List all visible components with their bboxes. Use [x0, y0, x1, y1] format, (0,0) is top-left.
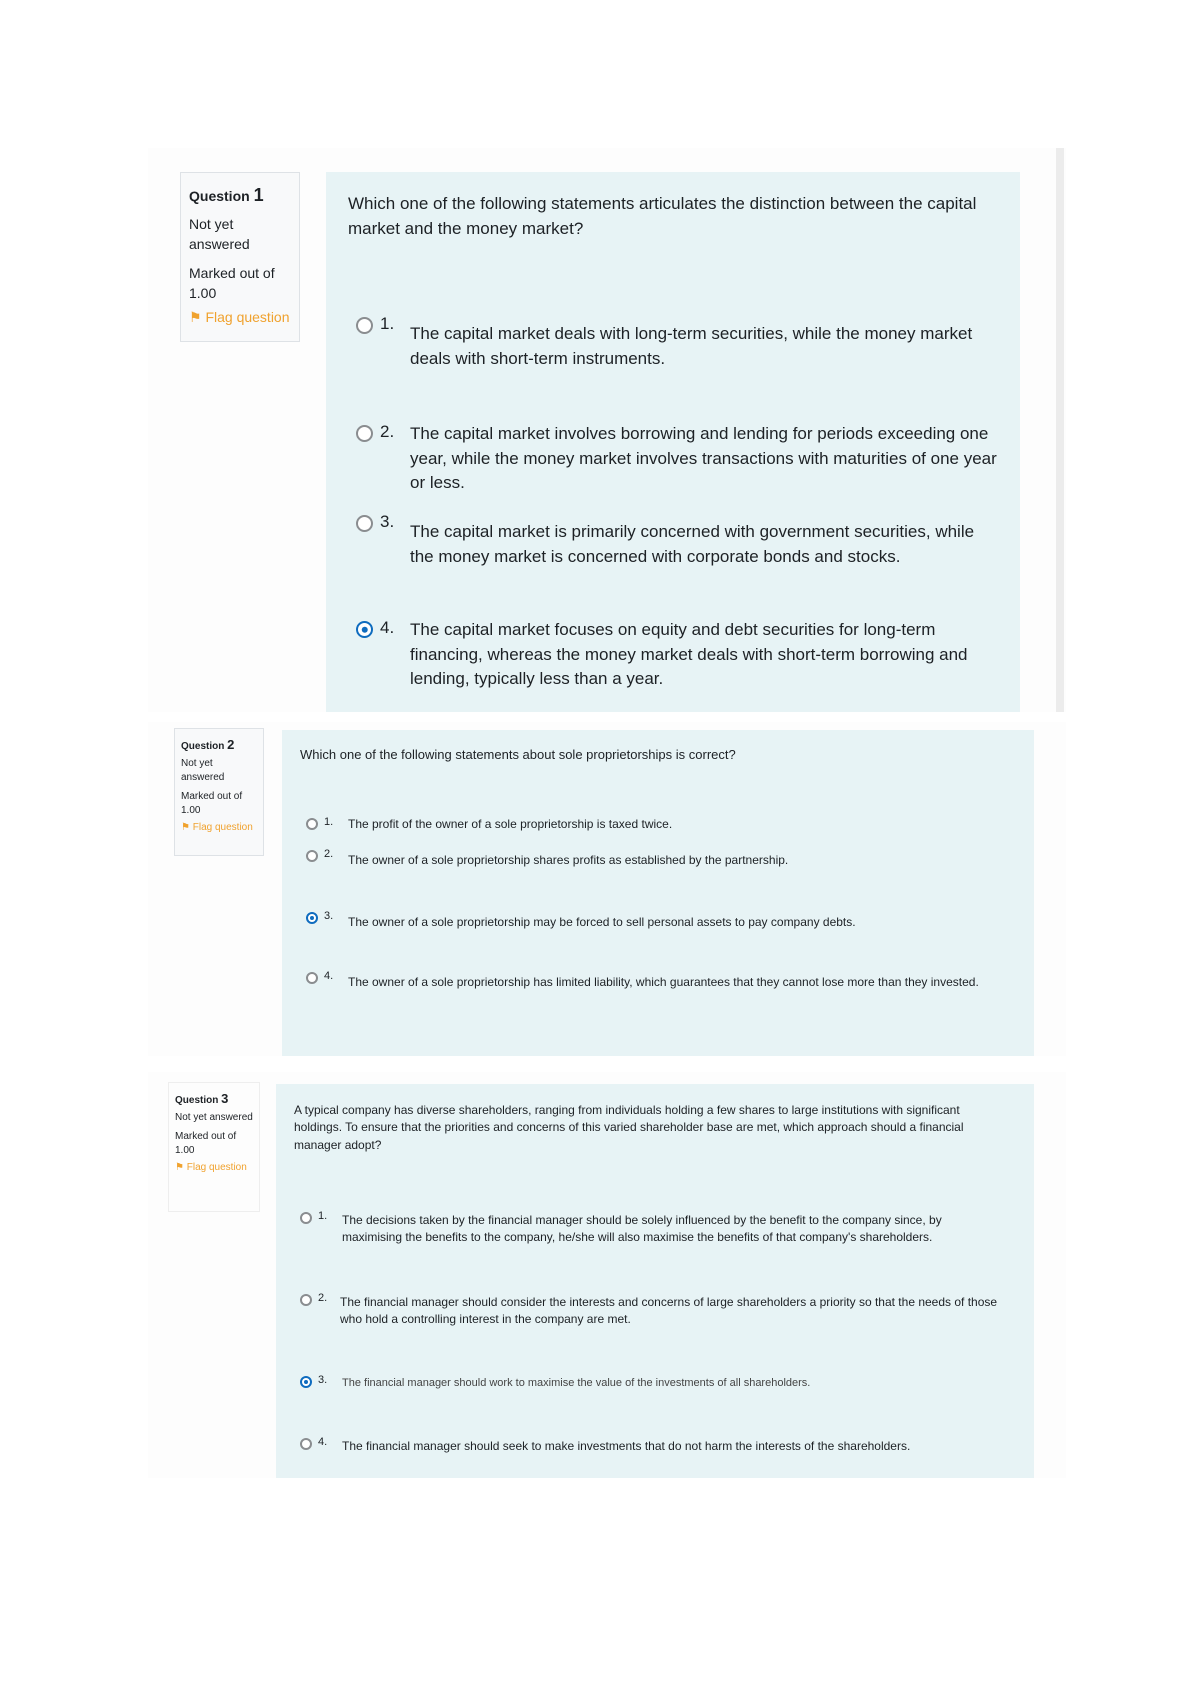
- question-2-status: Not yet answered: [181, 758, 225, 783]
- question-2-text: Which one of the following statements about sole proprietorships is correct?: [300, 747, 736, 762]
- radio-icon[interactable]: [306, 972, 318, 984]
- radio-icon[interactable]: [306, 818, 318, 830]
- question-3-marked: Marked out of 1.00: [175, 1131, 237, 1156]
- q2-option-3[interactable]: 3. The owner of a sole proprietorship may be forced to sell personal assets to pay company debts.: [306, 910, 1016, 934]
- radio-icon[interactable]: [306, 850, 318, 862]
- scrollbar[interactable]: [1056, 148, 1064, 712]
- question-2-panel: [282, 730, 1034, 1056]
- question-2-marked: Marked out of 1.00: [181, 791, 243, 816]
- question-2-title: Question 2: [181, 737, 235, 752]
- q3-option-3[interactable]: 3. The financial manager should work to maximise the value of the investments of all shareholders.: [300, 1374, 1020, 1398]
- q1-option-4[interactable]: 4. The capital market focuses on equity and debt securities for long-term financing, whereas the money market deals with short-term borrowing and lending, typically less than a year.: [356, 618, 996, 698]
- radio-icon[interactable]: [300, 1294, 312, 1306]
- q3-option-4[interactable]: 4. The financial manager should seek to make investments that do not harm the interests of the shareholders.: [300, 1436, 1020, 1460]
- q2-option-4[interactable]: 4. The owner of a sole proprietorship has limited liability, which guarantees that they cannot lose more than they invested.: [306, 970, 1016, 1014]
- question-2-info: [174, 728, 264, 856]
- question-1-text: Which one of the following statements articulates the distinction between the capital market and the money market?: [348, 194, 977, 238]
- radio-icon[interactable]: [300, 1438, 312, 1450]
- question-3-title: Question 3: [175, 1091, 229, 1106]
- question-3-info: [168, 1082, 260, 1212]
- question-1-panel: [326, 172, 1020, 712]
- radio-icon[interactable]: [300, 1376, 312, 1388]
- question-3-screenshot: [148, 1072, 1066, 1478]
- question-2-screenshot: [148, 722, 1066, 1056]
- question-3-text: A typical company has diverse shareholders, ranging from individuals holding a few shares to large institutions with significant holdings. To ensure that the priorities and concerns of this varied shareholder base are met, which approach should a financial manager adopt?: [294, 1103, 964, 1152]
- question-1-marked: Marked out of 1.00: [189, 264, 275, 301]
- radio-icon[interactable]: [356, 425, 373, 442]
- question-3-flag[interactable]: ⚑ Flag question: [175, 1162, 247, 1173]
- question-1-title: Question 1: [189, 185, 264, 205]
- question-1-info: [180, 172, 300, 342]
- q1-option-3[interactable]: 3. The capital market is primarily concerned with government securities, while the money market is concerned with corporate bonds and stocks.: [356, 512, 996, 572]
- radio-icon[interactable]: [356, 317, 373, 334]
- question-3-panel: [276, 1084, 1034, 1478]
- question-1-screenshot: [148, 148, 1066, 712]
- q3-option-2[interactable]: 2. The financial manager should consider the interests and concerns of large shareholders a priority so that the needs of those who hold a controlling interest in the company are met.: [300, 1292, 1020, 1336]
- question-2-flag[interactable]: ⚑ Flag question: [181, 822, 253, 833]
- radio-icon[interactable]: [300, 1212, 312, 1224]
- flag-icon: ⚑: [189, 309, 202, 326]
- question-1-status: Not yet answered: [189, 216, 250, 253]
- question-3-status: Not yet answered: [175, 1112, 253, 1123]
- q2-option-1[interactable]: 1. The profit of the owner of a sole proprietorship is taxed twice.: [306, 816, 1016, 840]
- radio-icon[interactable]: [356, 621, 373, 638]
- q1-option-1[interactable]: 1. The capital market deals with long-term securities, while the money market deals with short-term instruments.: [356, 314, 996, 374]
- radio-icon[interactable]: [356, 515, 373, 532]
- q2-option-2[interactable]: 2. The owner of a sole proprietorship shares profits as established by the partnership.: [306, 848, 1016, 872]
- radio-icon[interactable]: [306, 912, 318, 924]
- flag-icon: ⚑: [181, 822, 190, 833]
- question-1-flag[interactable]: ⚑ Flag question: [189, 309, 290, 326]
- q3-option-1[interactable]: 1. The decisions taken by the financial manager should be solely influenced by the benefit to the company since, by maximising the benefits to the company, he/she will also maximise the benefits of that company's shareholders.: [300, 1210, 1020, 1254]
- flag-icon: ⚑: [175, 1162, 184, 1173]
- q1-option-2[interactable]: 2. The capital market involves borrowing and lending for periods exceeding one year, while the money market involves transactions with maturities of one year or less.: [356, 422, 996, 502]
